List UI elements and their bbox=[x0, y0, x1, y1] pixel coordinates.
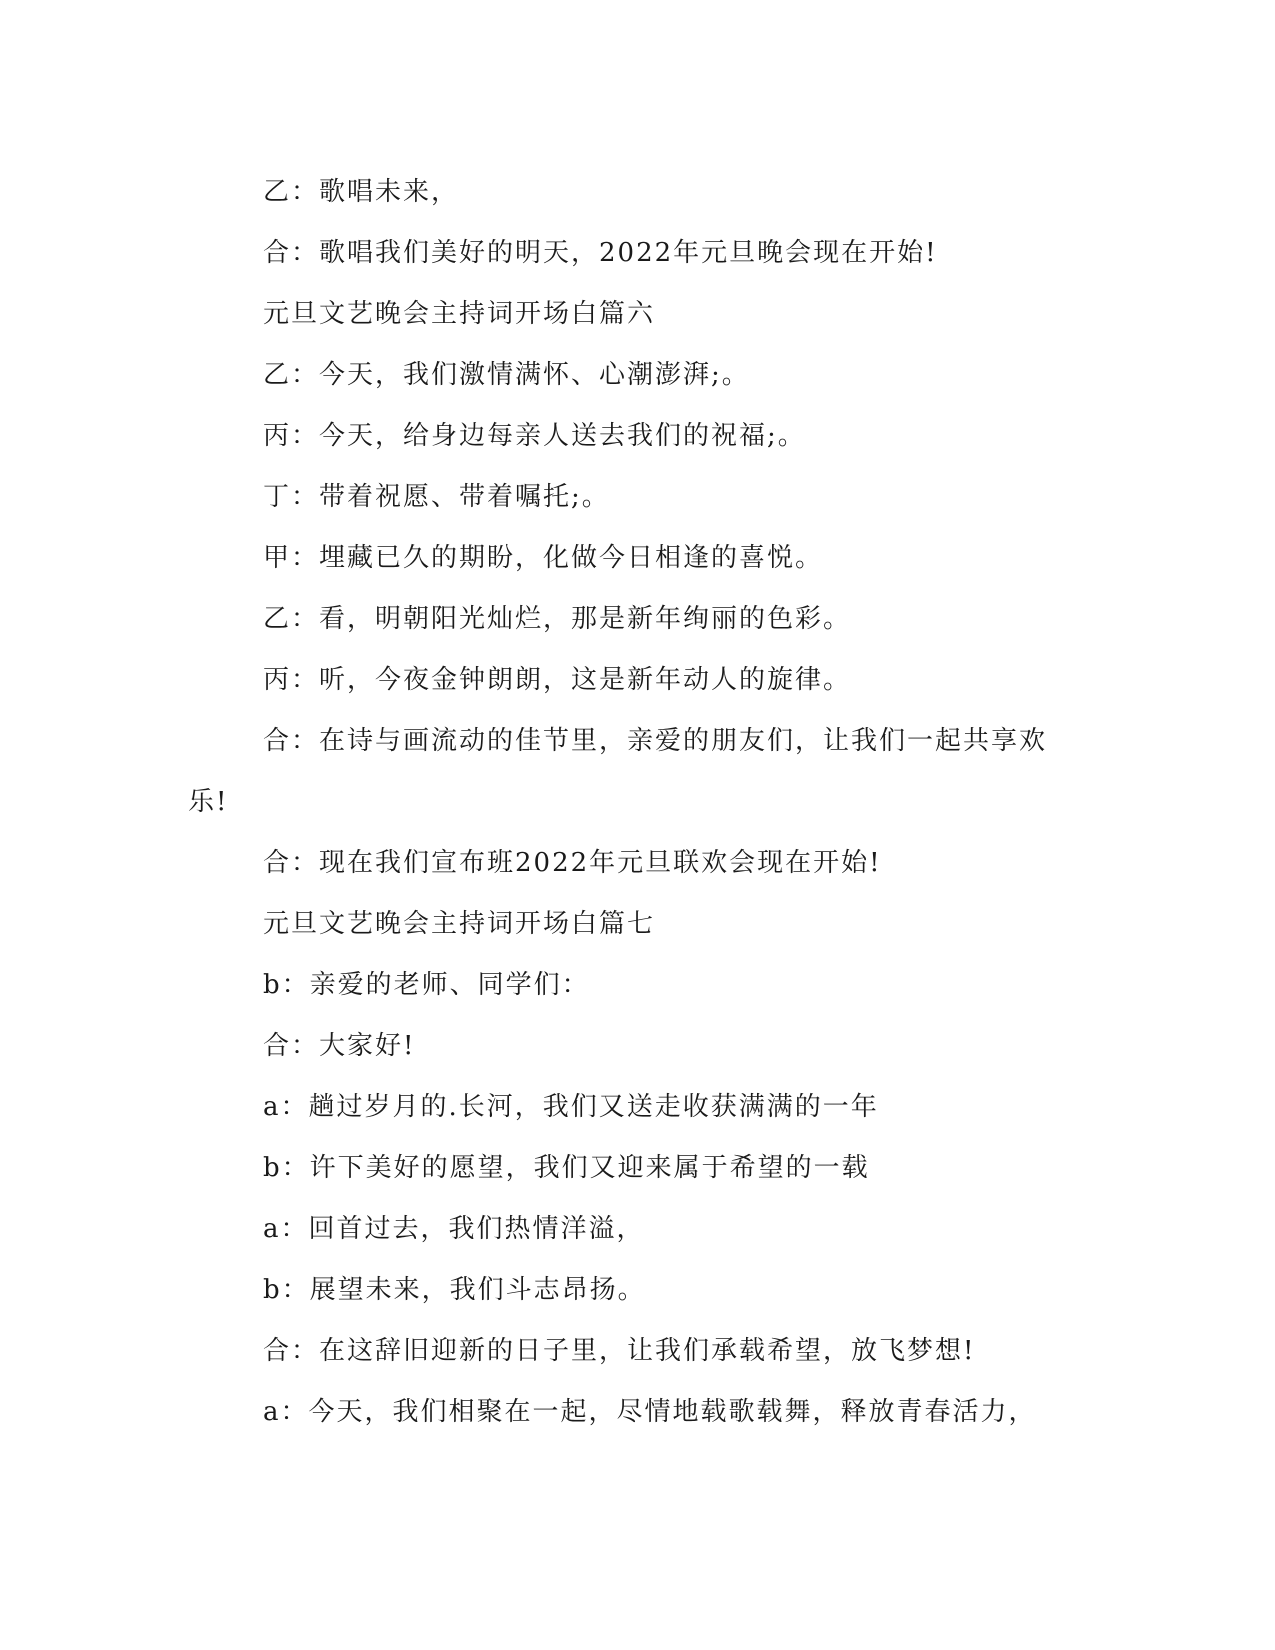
section-heading: 元旦文艺晚会主持词开场白篇七 bbox=[263, 909, 656, 939]
text-line: 乙：看，明朝阳光灿烂，那是新年绚丽的色彩。 bbox=[263, 604, 852, 634]
text-line-continuation: 乐! bbox=[188, 787, 229, 817]
section-heading: 元旦文艺晚会主持词开场白篇六 bbox=[263, 299, 656, 329]
text-line: b：展望未来，我们斗志昂扬。 bbox=[263, 1275, 646, 1305]
text-line: a：今天，我们相聚在一起，尽情地载歌载舞，释放青春活力， bbox=[263, 1397, 1037, 1427]
text-line: 合：大家好! bbox=[263, 1031, 416, 1061]
text-line: 乙：今天，我们激情满怀、心潮澎湃;。 bbox=[263, 360, 750, 390]
text-line: 乙：歌唱未来， bbox=[263, 177, 460, 207]
text-line: b：许下美好的愿望，我们又迎来属于希望的一载 bbox=[263, 1153, 870, 1183]
text-line: 合：在这辞旧迎新的日子里，让我们承载希望，放飞梦想! bbox=[263, 1336, 976, 1366]
text-line: 合：在诗与画流动的佳节里，亲爱的朋友们，让我们一起共享欢 bbox=[263, 726, 1048, 756]
text-line: 丙：听，今夜金钟朗朗，这是新年动人的旋律。 bbox=[263, 665, 852, 695]
text-line: 甲：埋藏已久的期盼，化做今日相逢的喜悦。 bbox=[263, 543, 824, 573]
text-line: 合：现在我们宣布班2022年元旦联欢会现在开始! bbox=[263, 848, 882, 878]
text-line: b：亲爱的老师、同学们： bbox=[263, 970, 590, 1000]
text-line: 丙：今天，给身边每亲人送去我们的祝福;。 bbox=[263, 421, 806, 451]
document-body bbox=[188, 162, 1078, 1443]
text-line: 合：歌唱我们美好的明天，2022年元旦晚会现在开始! bbox=[263, 238, 938, 268]
text-line: 丁：带着祝愿、带着嘱托;。 bbox=[263, 482, 610, 512]
text-line: a：趟过岁月的.长河，我们又送走收获满满的一年 bbox=[263, 1092, 879, 1122]
text-line: a：回首过去，我们热情洋溢， bbox=[263, 1214, 645, 1244]
